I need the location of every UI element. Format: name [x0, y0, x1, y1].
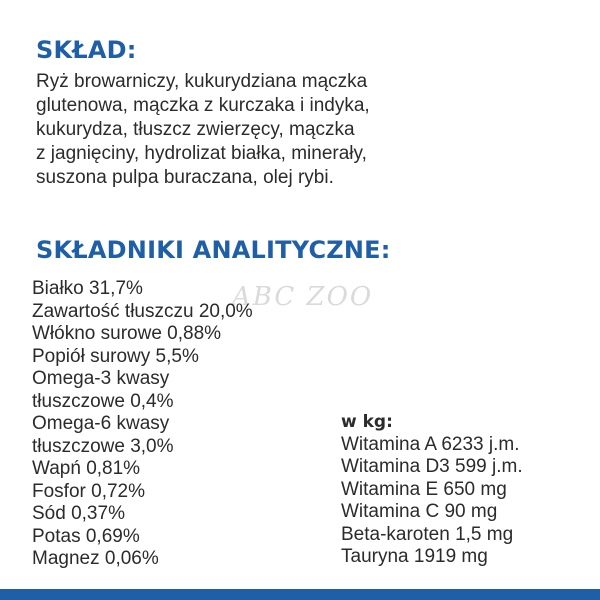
list-item: Popiół surowy 5,5% [32, 345, 199, 367]
composition-text [36, 70, 576, 190]
composition-heading: SKŁAD: [36, 36, 137, 64]
list-item: Witamina E 650 mg [341, 478, 507, 500]
list-item: Zawartość tłuszczu 20,0% [32, 300, 253, 322]
analytical-list [32, 278, 253, 571]
list-item: Witamina A 6233 j.m. [341, 433, 520, 455]
vitamins-list [341, 434, 523, 569]
analytical-heading: SKŁADNIKI ANALITYCZNE: [36, 236, 391, 264]
composition-line: z jagnięciny, hydrolizat białka, minerały, [36, 143, 367, 164]
composition-line: kukurydza, tłuszcz zwierzęcy, mączka [36, 119, 355, 140]
list-item: Wapń 0,81% [32, 458, 141, 479]
list-item: Witamina C 90 mg [341, 501, 498, 522]
list-item: Magnez 0,06% [32, 548, 159, 569]
list-item: tłuszczowe 0,4% [32, 390, 174, 412]
list-item: tłuszczowe 3,0% [32, 435, 174, 457]
vitamins-block [341, 411, 523, 569]
list-item: Potas 0,69% [32, 525, 140, 547]
list-item: Omega-3 kwasy [32, 368, 170, 389]
composition-line: suszona pulpa buraczana, olej rybi. [36, 167, 334, 188]
watermark: ABC ZOO [232, 282, 374, 312]
list-item: Tauryna 1919 mg [341, 546, 488, 567]
vitamins-title: w kg: [341, 412, 393, 432]
list-item: Witamina D3 599 j.m. [341, 456, 523, 477]
list-item: Włókno surowe 0,88% [32, 323, 222, 344]
list-item: Białko 31,7% [32, 278, 143, 299]
list-item: Sód 0,37% [32, 503, 125, 524]
bottom-bar [0, 589, 600, 600]
list-item: Beta-karoten 1,5 mg [341, 523, 514, 545]
composition-line: glutenowa, mączka z kurczaka i indyka, [36, 95, 370, 116]
list-item: Fosfor 0,72% [32, 480, 145, 502]
list-item: Omega-6 kwasy [32, 413, 170, 434]
composition-line: Ryż browarniczy, kukurydziana mączka [36, 71, 368, 92]
